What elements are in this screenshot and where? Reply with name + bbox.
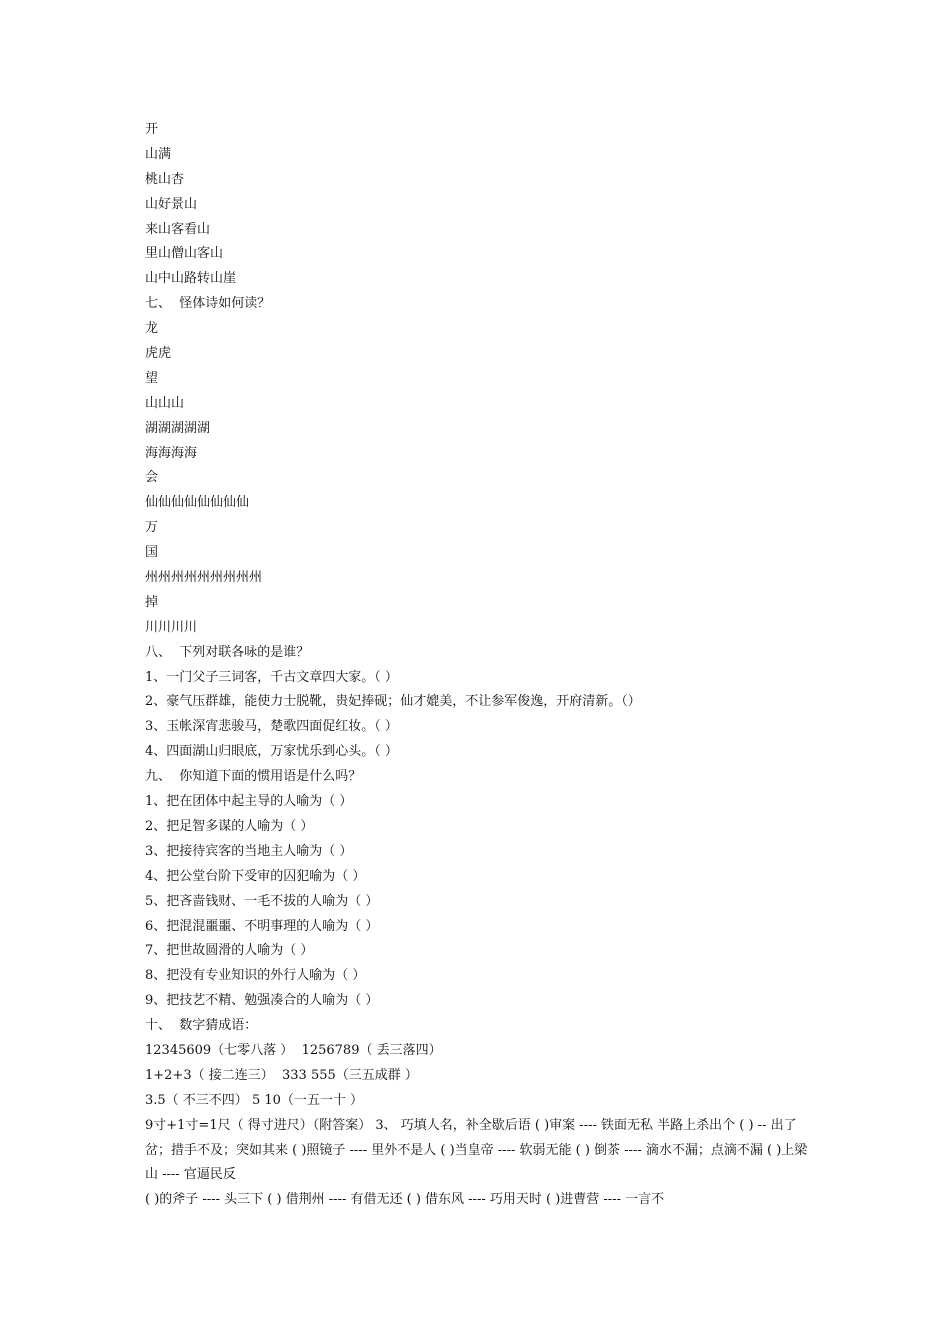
text-paragraph: 9寸+1寸=1尺（ 得寸进尺）（附答案） 3、 巧填人名，补全歇后语 ( )审案 ---- 铁面无私 半路上杀出个 ( ) -- 出了岔；措手不及；突如其来 ( )照镜子 ---- 里外不是人 ( )当皇帝 ---- 软弱无能 ( ) 倒茶 ---- 滴水不漏；点滴不漏 ( )上梁山 ---- 官逼民反 xyxy=(145,1117,808,1183)
question-item: 3.5（ 不三不四） 5 10（一五一十 ） xyxy=(145,1092,364,1108)
text-line: 万 xyxy=(145,520,159,536)
text-line: 海海海海 xyxy=(145,445,198,461)
question-item: 4、四面湖山归眼底，万家忧乐到心头。（ ） xyxy=(145,744,398,760)
document-body xyxy=(145,118,815,1213)
text-line: 望 xyxy=(145,370,159,386)
text-line: 湖湖湖湖湖 xyxy=(145,420,211,436)
text-line: 山好景山 xyxy=(145,196,198,212)
question-item: 3、玉帐深宵悲骏马，楚歌四面促红妆。（ ） xyxy=(145,719,398,735)
question-item: 1+2+3（ 接二连三） 333 555（三五成群 ） xyxy=(145,1067,418,1083)
question-item: 4、把公堂台阶下受审的囚犯喻为（ ） xyxy=(145,868,366,884)
question-item: 2、把足智多谋的人喻为（ ） xyxy=(145,818,314,834)
text-line: 会 xyxy=(145,470,159,486)
question-item: 2、豪气压群雄，能使力士脱靴，贵妃捧砚；仙才媲美，不让参军俊逸，开府清新。（） xyxy=(145,694,641,710)
text-line: 桃山杏 xyxy=(145,171,185,187)
text-line: 川川川川 xyxy=(145,619,198,635)
text-line: 仙仙仙仙仙仙仙仙 xyxy=(145,495,250,511)
text-line: 来山客看山 xyxy=(145,221,211,237)
text-line: 州州州州州州州州州 xyxy=(145,570,263,586)
question-item: 1、把在团体中起主导的人喻为（ ） xyxy=(145,794,353,810)
question-item: 3、把接待宾客的当地主人喻为（ ） xyxy=(145,843,353,859)
section-heading: 十、 数字猜成语： xyxy=(145,1018,258,1034)
question-item: 6、把混混噩噩、不明事理的人喻为（ ） xyxy=(145,918,379,934)
text-line: 山中山路转山崖 xyxy=(145,271,237,287)
question-item: 8、把没有专业知识的外行人喻为（ ） xyxy=(145,968,366,984)
text-line: 开 xyxy=(145,122,159,137)
question-item: 9、把技艺不精、勉强凑合的人喻为（ ） xyxy=(145,993,379,1009)
section-heading: 八、 下列对联各咏的是谁？ xyxy=(145,644,310,660)
text-paragraph: ( )的斧子 ---- 头三下 ( ) 借荆州 ---- 有借无还 ( ) 借东风 ---- 巧用天时 ( )进曹营 ---- 一言不 xyxy=(145,1192,665,1208)
question-item: 5、把吝啬钱财、一毛不拔的人喻为（ ） xyxy=(145,893,379,909)
text-line: 国 xyxy=(145,545,159,561)
section-heading: 七、 怪体诗如何读？ xyxy=(145,296,271,312)
text-line: 掉 xyxy=(145,594,159,610)
section-heading: 九、 你知道下面的惯用语是什么吗？ xyxy=(145,769,362,785)
text-line: 山满 xyxy=(145,146,172,162)
text-line: 龙 xyxy=(145,321,159,337)
question-item: 12345609（七零八落 ） 1256789（ 丢三落四） xyxy=(145,1042,442,1058)
question-item: 7、把世故圆滑的人喻为（ ） xyxy=(145,943,314,959)
text-line: 山山山 xyxy=(145,395,185,411)
question-item: 1、一门父子三词客，千古文章四大家。（ ） xyxy=(145,669,398,685)
text-line: 里山僧山客山 xyxy=(145,246,224,262)
text-line: 虎虎 xyxy=(145,346,172,362)
